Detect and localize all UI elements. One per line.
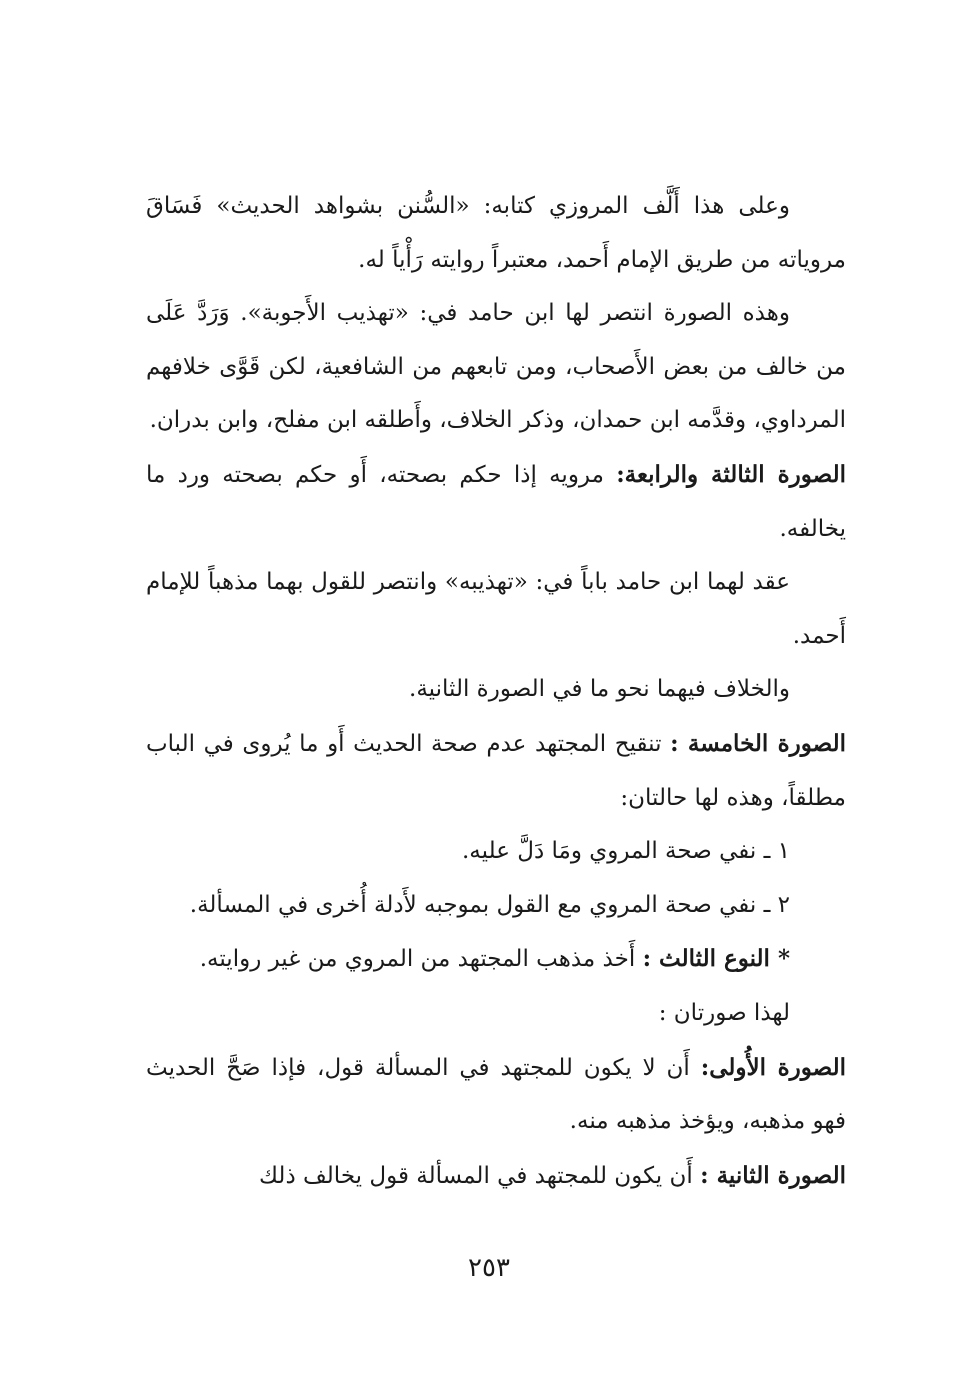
paragraph-text: أَن يكون للمجتهد في المسألة قول يخالف ذلك <box>259 1162 701 1189</box>
page-number: ٢٥٣ <box>468 1253 510 1283</box>
paragraph-text: لهذا صورتان : <box>658 999 790 1026</box>
paragraph-fifth-form <box>146 717 846 825</box>
paragraph-marwazi <box>146 180 846 287</box>
section-label: الصورة الثانية : <box>700 1161 846 1189</box>
paragraph-ibn-hamid <box>146 287 846 448</box>
list-item-text: ٢ ـ نفي صحة المروي مع القول بموجبه لأَدلة أُخرى في المسألة. <box>189 891 790 918</box>
paragraph-text: أَن لا يكون للمجتهد في المسألة قول، فإذا صَحَّ الحديث فهو مذهبه، ويؤخذ مذهبه منه. <box>146 1054 846 1135</box>
paragraph-text: والخلاف فيهما نحو ما في الصورة الثانية. <box>409 676 790 703</box>
list-item-2 <box>146 879 846 933</box>
list-item-text: ١ ـ نفي صحة المروي ومَا دَلَّ عليه. <box>462 838 790 865</box>
paragraph-text: عقد لهما ابن حامد باباً في: «تهذيبه» وانتصر للقول بهما مذهباً للإمام أَحمد. <box>146 569 846 649</box>
page-body <box>146 180 846 1203</box>
paragraph-second-form <box>146 1149 846 1204</box>
paragraph-text: وهذه الصورة انتصر لها ابن حامد في: «تهذيب الأَجوبة». وَرَدَّ عَلَى من خالف من بعض الأَصحاب، ومن تابعهم من الشافعية، لكن قَوَّى خلافهم المرداوي، وقدَّمه ابن حمدان، وذكر الخلاف، وأَطلقه ابن مفلح، وابن بدران. <box>146 300 846 434</box>
paragraph-third-type <box>146 932 846 987</box>
paragraph-text: وعلى هذا أَلَّف المروزي كتابه: «السُّنن بشواهد الحديث» فَسَاقَ مروياته من طريق الإمام أَحمد، معتبراً روايته رَأْياً له. <box>146 193 846 273</box>
paragraph-third-fourth-form <box>146 448 846 556</box>
section-label: الصورة الخامسة : <box>670 729 846 757</box>
paragraph-first-form <box>146 1041 846 1149</box>
paragraph-text: أَخذ مذهب المجتهد من المروي من غير روايته. <box>199 946 643 973</box>
paragraph-text: مرويه إذا حكم بصحته، أَو حكم بصحته ورد ما يخالفه. <box>146 461 846 542</box>
paragraph-two-forms <box>146 987 846 1041</box>
section-label: الصورة الأُولى: <box>700 1053 846 1081</box>
paragraph-tahdhib-chapter <box>146 556 846 663</box>
paragraph-disagreement <box>146 663 846 717</box>
list-item-1 <box>146 825 846 879</box>
section-label: الصورة الثالثة والرابعة: <box>616 460 846 488</box>
section-label: * النوع الثالث : <box>642 945 790 973</box>
paragraph-text: تنقيح المجتهد عدم صحة الحديث أَو ما يُروى في الباب مطلقاً، وهذه لها حالتان: <box>146 730 846 811</box>
